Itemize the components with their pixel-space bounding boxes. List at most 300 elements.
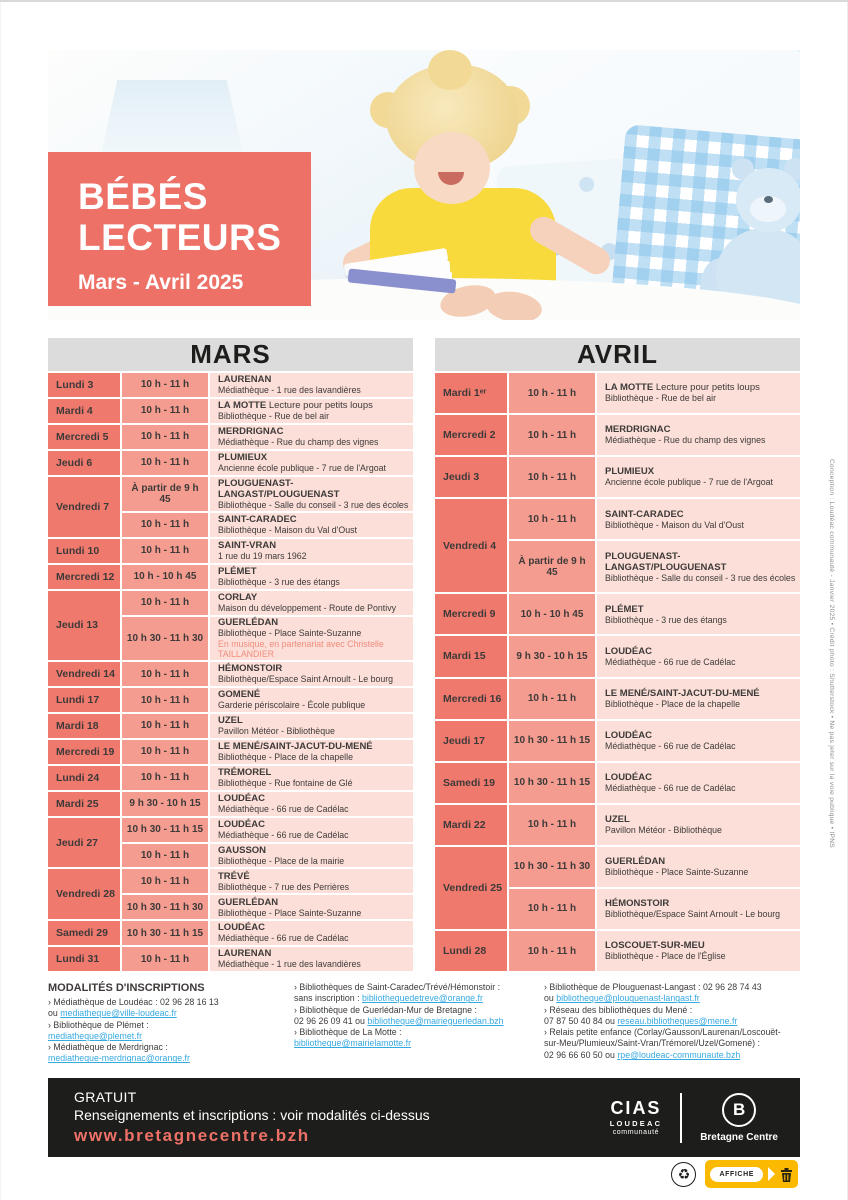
location-venue: Médiathèque - 66 rue de Cadélac bbox=[218, 933, 349, 944]
schedule-row bbox=[122, 539, 413, 563]
date-cell: Mercredi 2 bbox=[435, 415, 507, 455]
time-cell: 10 h - 11 h bbox=[122, 373, 208, 397]
location-name: PLOUGUENAST-LANGAST/PLOUGUENAST bbox=[218, 477, 340, 500]
poster-title-line2: LECTEURS bbox=[78, 217, 282, 258]
location-title bbox=[218, 540, 409, 551]
location-venue: Garderie périscolaire - École publique bbox=[218, 700, 366, 711]
registration-text: ou bbox=[48, 1008, 61, 1019]
schedule-row bbox=[122, 895, 413, 919]
time-cell: 10 h - 11 h bbox=[122, 591, 208, 615]
schedule-row bbox=[122, 399, 413, 423]
schedule-row bbox=[122, 844, 413, 868]
slot-list bbox=[122, 591, 413, 660]
slot-list bbox=[509, 721, 800, 761]
schedule-group bbox=[48, 921, 413, 945]
location-venue: Bibliothèque - Salle du conseil - 3 rue des écoles bbox=[218, 499, 409, 510]
date-cell: Lundi 3 bbox=[48, 373, 120, 397]
slot-list bbox=[509, 373, 800, 413]
date-cell: Mardi 1ᵉʳ bbox=[435, 373, 507, 413]
location-name: TRÉVÉ bbox=[218, 870, 250, 882]
time-cell: 10 h - 10 h 45 bbox=[122, 565, 208, 589]
schedule-row bbox=[509, 415, 800, 455]
registration-line bbox=[294, 1016, 544, 1027]
slot-list bbox=[122, 425, 413, 449]
slot-list bbox=[122, 766, 413, 790]
location-title bbox=[218, 617, 409, 628]
location-venue: Médiathèque - 1 rue des lavandières bbox=[218, 959, 361, 970]
month-table bbox=[48, 338, 413, 971]
schedule-row bbox=[122, 451, 413, 475]
slot-list bbox=[122, 740, 413, 764]
registration-text: › Bibliothèque de Plouguenast-Langast : 02 96 28 74 43 bbox=[544, 982, 762, 992]
location-venue: Bibliothèque - 3 rue des étangs bbox=[218, 576, 340, 587]
date-cell: Mercredi 16 bbox=[435, 679, 507, 719]
schedule-row bbox=[509, 373, 800, 413]
schedule-group bbox=[48, 539, 413, 563]
time-cell: À partir de 9 h 45 bbox=[122, 477, 208, 511]
time-cell: 10 h - 11 h bbox=[122, 844, 208, 868]
schedule-row bbox=[509, 805, 800, 845]
time-cell: 10 h - 10 h 45 bbox=[509, 594, 595, 634]
registration-column bbox=[294, 982, 544, 1065]
slot-list bbox=[509, 415, 800, 455]
email-link[interactable]: bibliothequedetreve@orange.fr bbox=[361, 993, 483, 1004]
child-hair-shape bbox=[428, 50, 472, 90]
location-cell bbox=[210, 477, 413, 511]
location-venue: Bibliothèque - Place de la chapelle bbox=[605, 698, 740, 709]
location-title bbox=[218, 374, 409, 385]
schedule-group bbox=[435, 721, 800, 761]
location-title bbox=[218, 922, 409, 933]
registration-title: MODALITÉS D'INSCRIPTIONS bbox=[48, 982, 205, 994]
registration-column bbox=[544, 982, 804, 1065]
location-venue: Bibliothèque - Rue fontaine de Glé bbox=[218, 778, 353, 789]
location-title bbox=[218, 767, 409, 778]
slot-list bbox=[122, 373, 413, 397]
schedule-group bbox=[48, 714, 413, 738]
registration-text: 02 96 66 60 50 ou bbox=[544, 1049, 618, 1060]
location-title bbox=[605, 814, 796, 825]
location-cell bbox=[597, 721, 800, 761]
location-title bbox=[605, 466, 796, 477]
location-venue: Médiathèque - Rue du champ des vignes bbox=[218, 437, 379, 448]
date-cell: Lundi 28 bbox=[435, 931, 507, 971]
location-venue: Médiathèque - 1 rue des lavandières bbox=[218, 385, 361, 396]
location-cell bbox=[597, 847, 800, 887]
slot-list bbox=[122, 688, 413, 712]
schedule-group bbox=[435, 763, 800, 803]
time-cell: 9 h 30 - 10 h 15 bbox=[509, 636, 595, 676]
location-title bbox=[605, 940, 796, 951]
registration-text: › Bibliothèque de Plémet : bbox=[48, 1019, 149, 1030]
registration-line bbox=[48, 1042, 294, 1053]
location-cell bbox=[210, 399, 413, 423]
footer-bar bbox=[48, 1078, 800, 1157]
location-cell bbox=[210, 688, 413, 712]
date-cell: Samedi 29 bbox=[48, 921, 120, 945]
location-cell bbox=[597, 763, 800, 803]
location-name: UZEL bbox=[605, 814, 630, 826]
schedule-row bbox=[509, 931, 800, 971]
location-venue: Bibliothèque - Maison du Val d'Oust bbox=[605, 519, 744, 530]
location-name: MERDRIGNAC bbox=[605, 424, 671, 436]
registration-line bbox=[294, 1027, 544, 1038]
location-name: LA MOTTE bbox=[605, 382, 654, 394]
time-cell: 10 h - 11 h bbox=[509, 457, 595, 497]
email-link[interactable]: bibliotheque@plouguenast-langast.fr bbox=[556, 993, 700, 1004]
footer-logos bbox=[610, 1093, 778, 1143]
location-name: SAINT-CARADEC bbox=[218, 514, 297, 526]
location-name: LOUDÉAC bbox=[218, 793, 265, 805]
location-venue: Ancienne école publique - 7 rue de l'Argoat bbox=[218, 463, 386, 474]
location-title bbox=[605, 646, 796, 657]
location-title bbox=[218, 819, 409, 830]
schedule-group bbox=[435, 457, 800, 497]
month-header: AVRIL bbox=[435, 338, 800, 371]
time-cell: 10 h 30 - 11 h 15 bbox=[509, 721, 595, 761]
location-title bbox=[218, 514, 409, 525]
location-name: SAINT-VRAN bbox=[218, 540, 277, 552]
location-cell bbox=[210, 766, 413, 790]
location-title bbox=[218, 689, 409, 700]
date-cell: Vendredi 7 bbox=[48, 477, 120, 537]
location-venue: Bibliothèque - Place de la chapelle bbox=[218, 752, 353, 763]
time-cell: 10 h - 11 h bbox=[509, 889, 595, 929]
location-title bbox=[218, 897, 409, 908]
date-cell: Jeudi 27 bbox=[48, 818, 120, 868]
registration-text: sur-Meu/Plumieux/Saint-Vran/Trémorel/Uzel/Gomené) : bbox=[544, 1038, 760, 1049]
slot-list bbox=[509, 847, 800, 929]
chevron-right-icon bbox=[768, 1167, 775, 1181]
location-venue: Bibliothèque - Salle du conseil - 3 rue des écoles bbox=[605, 572, 796, 583]
month-table bbox=[435, 338, 800, 971]
registration-text: › Médiathèque de Merdrignac : bbox=[48, 1042, 168, 1053]
location-title bbox=[605, 730, 796, 741]
eco-badges bbox=[671, 1160, 798, 1188]
slot-list bbox=[122, 399, 413, 423]
location-name: LA MOTTE bbox=[218, 400, 267, 412]
location-title bbox=[218, 948, 409, 959]
location-name: LOSCOUET-SUR-MEU bbox=[605, 940, 705, 952]
location-cell bbox=[597, 499, 800, 539]
schedule-row bbox=[122, 662, 413, 686]
schedule-row bbox=[122, 513, 413, 537]
location-title bbox=[605, 856, 796, 867]
location-title bbox=[605, 551, 796, 573]
location-name: HÉMONSTOIR bbox=[218, 663, 283, 675]
location-title bbox=[218, 845, 409, 856]
location-title bbox=[218, 452, 409, 463]
registration-line bbox=[544, 1005, 804, 1016]
location-venue: Bibliothèque - Maison du Val d'Oust bbox=[218, 525, 357, 536]
location-venue: Bibliothèque/Espace Saint Arnoult - Le bourg bbox=[218, 674, 394, 685]
time-cell: 10 h - 11 h bbox=[122, 947, 208, 971]
registration-column bbox=[48, 982, 294, 1065]
time-cell: 9 h 30 - 10 h 15 bbox=[122, 792, 208, 816]
registration-info bbox=[48, 982, 804, 1065]
location-title bbox=[218, 871, 409, 882]
bretagne-centre-monogram-icon: B bbox=[722, 1093, 756, 1127]
location-cell bbox=[210, 921, 413, 945]
location-venue: Médiathèque - Rue du champ des vignes bbox=[605, 435, 766, 446]
triman-recycle-icon: ♻ bbox=[671, 1162, 696, 1187]
location-venue: Médiathèque - 66 rue de Cadélac bbox=[605, 656, 736, 667]
schedule-group bbox=[48, 451, 413, 475]
location-cell bbox=[210, 617, 413, 661]
schedule-row bbox=[122, 740, 413, 764]
location-title bbox=[218, 592, 409, 603]
location-name: GUERLÉDAN bbox=[218, 617, 279, 629]
schedule-row bbox=[122, 425, 413, 449]
location-title bbox=[218, 566, 409, 577]
location-venue: Bibliothèque - Place de la mairie bbox=[218, 855, 345, 866]
registration-line bbox=[544, 1027, 804, 1038]
schedule-row bbox=[509, 594, 800, 634]
time-cell: 10 h 30 - 11 h 15 bbox=[122, 921, 208, 945]
location-name: SAINT-CARADEC bbox=[605, 508, 684, 520]
registration-text: 02 96 26 09 41 ou bbox=[294, 1015, 368, 1026]
location-cell bbox=[210, 565, 413, 589]
registration-text: › Médiathèque de Loudéac : 02 96 28 16 13 bbox=[48, 997, 219, 1007]
location-name: PLÉMET bbox=[605, 603, 644, 615]
location-venue: Bibliothèque - 3 rue des étangs bbox=[605, 614, 727, 625]
slot-list bbox=[122, 477, 413, 537]
trash-bin-icon bbox=[780, 1167, 793, 1182]
free-label: GRATUIT bbox=[74, 1089, 137, 1105]
location-title-suffix: Lecture pour petits loups bbox=[653, 382, 760, 394]
time-cell: 10 h - 11 h bbox=[122, 399, 208, 423]
slot-list bbox=[509, 594, 800, 634]
date-cell: Jeudi 17 bbox=[435, 721, 507, 761]
location-cell bbox=[210, 895, 413, 919]
slot-list bbox=[122, 451, 413, 475]
location-cell bbox=[597, 457, 800, 497]
location-name: LAURENAN bbox=[218, 948, 272, 960]
location-name: GOMENÉ bbox=[218, 689, 261, 701]
schedule-group bbox=[435, 594, 800, 634]
location-venue: Médiathèque - 66 rue de Cadélac bbox=[218, 804, 349, 815]
time-cell: 10 h 30 - 11 h 15 bbox=[122, 818, 208, 842]
date-cell: Lundi 10 bbox=[48, 539, 120, 563]
schedule-row bbox=[122, 373, 413, 397]
time-cell: 10 h 30 - 11 h 15 bbox=[509, 763, 595, 803]
slot-list bbox=[509, 457, 800, 497]
location-venue: Médiathèque - 66 rue de Cadélac bbox=[605, 782, 736, 793]
time-cell: 10 h - 11 h bbox=[509, 679, 595, 719]
date-cell: Mardi 22 bbox=[435, 805, 507, 845]
email-link[interactable]: mediatheque@plemet.fr bbox=[48, 1030, 143, 1041]
location-name: GUERLÉDAN bbox=[605, 856, 666, 868]
schedule-row bbox=[509, 457, 800, 497]
location-name: LE MENÉ/SAINT-JACUT-DU-MENÉ bbox=[218, 741, 373, 753]
date-cell: Lundi 17 bbox=[48, 688, 120, 712]
schedule-row bbox=[509, 763, 800, 803]
location-title bbox=[605, 382, 796, 393]
location-cell bbox=[597, 636, 800, 676]
time-cell: 10 h - 11 h bbox=[122, 425, 208, 449]
schedule-group bbox=[48, 869, 413, 919]
location-cell bbox=[210, 425, 413, 449]
location-title bbox=[218, 663, 409, 674]
schedule-group bbox=[48, 766, 413, 790]
time-cell: 10 h - 11 h bbox=[122, 869, 208, 893]
location-title bbox=[605, 604, 796, 615]
registration-line bbox=[544, 1016, 804, 1027]
schedule-row bbox=[509, 847, 800, 887]
email-link[interactable]: reseau.bibliotheques@mene.fr bbox=[617, 1015, 738, 1026]
location-title bbox=[605, 424, 796, 435]
registration-text: › Bibliothèques de Saint-Caradec/Trévé/Hémonstoir : bbox=[294, 982, 501, 992]
bretagne-centre-logo bbox=[700, 1093, 778, 1143]
location-title bbox=[605, 898, 796, 909]
time-cell: 10 h - 11 h bbox=[122, 539, 208, 563]
schedule-group bbox=[48, 591, 413, 660]
date-cell: Lundi 24 bbox=[48, 766, 120, 790]
location-name: LAURENAN bbox=[218, 374, 272, 386]
registration-line bbox=[48, 1053, 294, 1064]
schedule-group bbox=[48, 399, 413, 423]
location-cell bbox=[597, 373, 800, 413]
location-title bbox=[218, 426, 409, 437]
date-cell: Jeudi 6 bbox=[48, 451, 120, 475]
location-name: PLUMIEUX bbox=[218, 452, 268, 464]
time-cell: 10 h 30 - 11 h 30 bbox=[509, 847, 595, 887]
date-cell: Mardi 15 bbox=[435, 636, 507, 676]
schedule-row bbox=[122, 921, 413, 945]
email-link[interactable]: mediatheque-merdrignac@orange.fr bbox=[48, 1053, 190, 1064]
side-credit-text: Conception : Loudéac communauté - Janvier 2025 • Crédit photo : Shutterstock • Ne pas jeter sur la voie publique • IPNS bbox=[828, 458, 835, 848]
schedule-group bbox=[48, 792, 413, 816]
location-cell bbox=[210, 373, 413, 397]
time-cell: 10 h - 11 h bbox=[509, 499, 595, 539]
time-cell: 10 h - 11 h bbox=[122, 740, 208, 764]
location-title bbox=[605, 688, 796, 699]
footer-info: Renseignements et inscriptions : voir modalités ci-dessus bbox=[74, 1107, 430, 1123]
schedule-group bbox=[48, 373, 413, 397]
schedule-group bbox=[48, 425, 413, 449]
schedule-group bbox=[435, 847, 800, 929]
registration-text: ou bbox=[544, 993, 557, 1004]
email-link[interactable]: mediatheque@ville-loudeac.fr bbox=[60, 1008, 177, 1019]
registration-line bbox=[294, 1038, 544, 1049]
location-cell bbox=[597, 679, 800, 719]
schedule-row bbox=[509, 636, 800, 676]
schedule-group bbox=[435, 373, 800, 413]
location-title bbox=[218, 715, 409, 726]
teddy-nose-shape bbox=[764, 196, 773, 203]
location-title bbox=[218, 793, 409, 804]
location-cell bbox=[210, 792, 413, 816]
date-cell: Vendredi 4 bbox=[435, 499, 507, 592]
location-name: GAUSSON bbox=[218, 844, 267, 856]
registration-text: 07 87 50 40 84 ou bbox=[544, 1015, 618, 1026]
slot-list bbox=[122, 818, 413, 868]
location-cell bbox=[597, 889, 800, 929]
location-name: GUERLÉDAN bbox=[218, 896, 279, 908]
location-cell bbox=[210, 869, 413, 893]
location-cell bbox=[210, 591, 413, 615]
location-cell bbox=[597, 805, 800, 845]
registration-text: › Réseau des bibliothèques du Mené : bbox=[544, 1004, 693, 1015]
time-cell: 10 h - 11 h bbox=[509, 931, 595, 971]
location-name: LOUDÉAC bbox=[605, 645, 652, 657]
slot-list bbox=[509, 636, 800, 676]
schedule-group bbox=[48, 688, 413, 712]
slot-list bbox=[122, 792, 413, 816]
location-venue: Médiathèque - 66 rue de Cadélac bbox=[218, 829, 349, 840]
location-name: LOUDÉAC bbox=[218, 922, 265, 934]
affiche-sorting-badge bbox=[705, 1160, 798, 1188]
date-cell: Samedi 19 bbox=[435, 763, 507, 803]
slot-list bbox=[509, 679, 800, 719]
registration-line bbox=[294, 982, 544, 993]
location-cell bbox=[210, 513, 413, 537]
time-cell: 10 h - 11 h bbox=[122, 451, 208, 475]
location-name: LOUDÉAC bbox=[218, 818, 265, 830]
location-title bbox=[605, 509, 796, 520]
registration-text: › Bibliothèque de Guerlédan-Mur de Bretagne : bbox=[294, 1004, 477, 1015]
schedule-group bbox=[435, 415, 800, 455]
time-cell: 10 h 30 - 11 h 30 bbox=[122, 617, 208, 661]
registration-line bbox=[544, 993, 804, 1004]
schedule-group bbox=[435, 636, 800, 676]
location-cell bbox=[210, 740, 413, 764]
schedule-group bbox=[435, 679, 800, 719]
slot-list bbox=[122, 539, 413, 563]
schedule-group bbox=[48, 818, 413, 868]
slot-list bbox=[122, 565, 413, 589]
footer-text-block bbox=[74, 1089, 610, 1146]
location-name: PLOUGUENAST-LANGAST/PLOUGUENAST bbox=[605, 550, 727, 573]
date-cell: Mardi 4 bbox=[48, 399, 120, 423]
schedule-group bbox=[48, 662, 413, 686]
date-cell: Lundi 31 bbox=[48, 947, 120, 971]
registration-line bbox=[544, 1050, 804, 1061]
registration-line bbox=[294, 1005, 544, 1016]
location-cell bbox=[210, 662, 413, 686]
location-cell bbox=[597, 415, 800, 455]
location-venue: Bibliothèque/Espace Saint Arnoult - Le bourg bbox=[605, 909, 781, 920]
location-title bbox=[218, 478, 409, 500]
location-venue: Bibliothèque - 7 rue des Perrières bbox=[218, 881, 350, 892]
email-link[interactable]: rpe@loudeac-communaute.bzh bbox=[617, 1049, 741, 1060]
location-name: UZEL bbox=[218, 715, 243, 727]
schedule-group bbox=[48, 740, 413, 764]
email-link[interactable]: bibliotheque@mairieguerledan.bzh bbox=[367, 1015, 504, 1026]
cias-logo-line2: LOUDEAC bbox=[609, 1118, 663, 1128]
location-venue: Bibliothèque - Place Sainte-Suzanne bbox=[218, 907, 362, 918]
location-venue: Bibliothèque - Place de l'Église bbox=[605, 951, 726, 962]
location-cell bbox=[210, 818, 413, 842]
schedule-row bbox=[509, 541, 800, 592]
location-note: En musique, en partenariat avec Christelle TAILLANDIER bbox=[218, 638, 384, 660]
website-link[interactable]: www.bretagnecentre.bzh bbox=[74, 1126, 310, 1145]
registration-text: › Relais petite enfance (Corlay/Gausson/Laurenan/Loscouët- bbox=[544, 1027, 781, 1038]
affiche-label: AFFICHE bbox=[710, 1167, 763, 1182]
schedule-row bbox=[122, 714, 413, 738]
location-cell bbox=[210, 451, 413, 475]
date-cell: Mercredi 12 bbox=[48, 565, 120, 589]
email-link[interactable]: bibliotheque@mairielamotte.fr bbox=[294, 1038, 411, 1049]
slot-list bbox=[509, 805, 800, 845]
slot-list bbox=[509, 763, 800, 803]
schedule-row bbox=[122, 947, 413, 971]
location-cell bbox=[210, 539, 413, 563]
location-cell bbox=[210, 947, 413, 971]
schedule-tables bbox=[48, 338, 800, 971]
location-cell bbox=[597, 541, 800, 592]
location-venue: Pavillon Météor - Bibliothèque bbox=[218, 726, 335, 737]
